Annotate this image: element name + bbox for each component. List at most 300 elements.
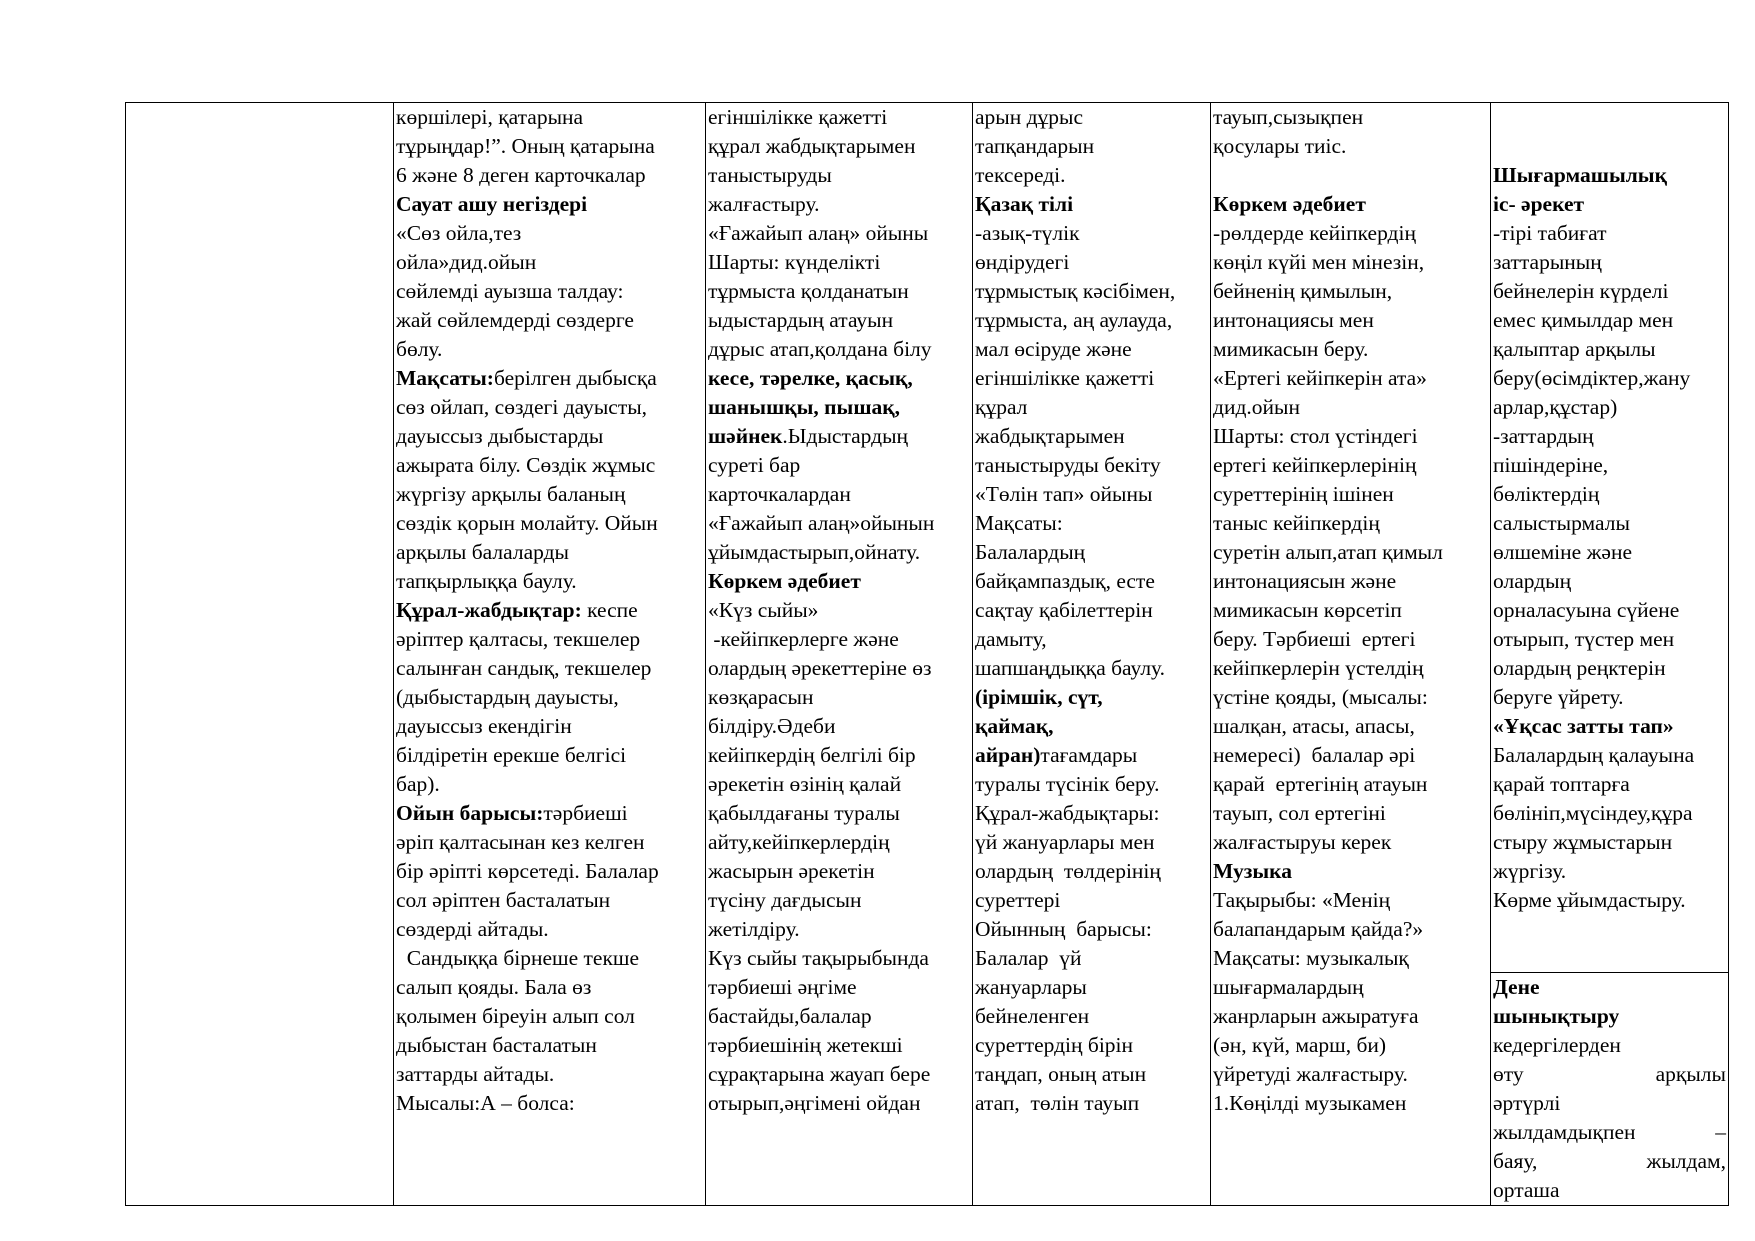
line-text: ыдыстардың атауын [708,308,894,332]
text-line [708,161,970,190]
text-line [708,712,970,741]
line-text: жабдықтарымен [975,424,1125,448]
line-text: -тірі табиғат [1493,221,1607,245]
text-line [708,1089,970,1118]
text-line [1493,1002,1726,1031]
text-line [975,683,1208,712]
line-text: ажырата білу. Сөздік жұмыс [396,453,656,477]
line-text: бөлу. [396,337,443,361]
text-line [975,1060,1208,1089]
text-line [975,596,1208,625]
text-line [708,567,970,596]
text-line [975,132,1208,161]
text-line [975,1002,1208,1031]
text-line [708,451,970,480]
text-line [396,393,703,422]
text-line [1493,857,1726,886]
text-line [396,277,703,306]
text-line [1213,248,1488,277]
line-text: дауыссыз дыбыстарды [396,424,604,448]
text-line [396,625,703,654]
text-line [1213,132,1488,161]
line-text: дауыссыз екендігін [396,714,572,738]
text-line [396,306,703,335]
text-line [1493,277,1726,306]
line-text: таныстыруды бекіту [975,453,1161,477]
line-text: -азық-түлік [975,221,1080,245]
text-line [975,915,1208,944]
text-line [975,770,1208,799]
text-line [1213,799,1488,828]
line-text: (ән, күй, марш, би) [1213,1033,1387,1057]
bold-text: іс- әрекет [1493,192,1585,216]
line-text: «Ғажайып алаң» ойыны [708,221,929,245]
line-text: арын дұрыс [975,105,1084,129]
text-line [975,306,1208,335]
line-text: тағамдары [1040,743,1138,767]
text-line [1493,248,1726,277]
line-text: тапқырлыққа баулу. [396,569,577,593]
text-line [1493,1118,1726,1147]
bold-text: шынықтыру [1493,1004,1620,1028]
line-text: .Ыдыстардың [782,424,909,448]
line-text: егіншілікке қажетті [708,105,888,129]
line-text: жетілдіру. [708,917,800,941]
text-line [396,509,703,538]
text-line [975,335,1208,364]
text-line [975,364,1208,393]
line-text: -рөлдерде кейіпкердің [1213,221,1416,245]
text-line [708,828,970,857]
text-line [708,393,970,422]
text-line [1493,625,1726,654]
text-line [1213,741,1488,770]
line-text: тәрбиеші әңгіме [708,975,857,999]
line-text: жалғастыру. [708,192,820,216]
text-line [708,741,970,770]
line-text: үй жануарлары мен [975,830,1155,854]
line-text: құрал жабдықтарымен [708,134,916,158]
line-text: Күз сыйы тақырыбында [708,946,929,970]
text-line [1213,567,1488,596]
text-line [396,799,703,828]
line-text: шығармалардың [1213,975,1364,999]
line-text: бейненің қимылын, [1213,279,1393,303]
line-text: әріп қалтасынан кез келген [396,830,645,854]
line-text: мал өсіруде және [975,337,1132,361]
text-line [1493,335,1726,364]
text-line [396,538,703,567]
cell-col4 [973,103,1211,1206]
line-text: «Сөз ойла,тез [396,221,522,245]
text-line [396,451,703,480]
line-text: «Ғажайып алаң»ойынын [708,511,935,535]
text-line [1213,277,1488,306]
text-line [396,944,703,973]
line-text: сөз ойлап, сөздегі дауысты, [396,395,648,419]
line-text: суреттері [975,888,1061,912]
line-text: тұрмыста, аң аулауда, [975,308,1173,332]
text-line [975,886,1208,915]
text-line [708,944,970,973]
line-text: қолымен біреуін алып сол [396,1004,635,1028]
text-line [1213,654,1488,683]
text-line [396,1002,703,1031]
text-line [1213,944,1488,973]
line-text: әрекетін өзінің қалай [708,772,902,796]
line-text: жасырын әрекетін [708,859,875,883]
line-text: Көрме ұйымдастыру. [1493,888,1686,912]
text-line [1493,1060,1726,1089]
line-text: ұйымдастырып,ойнату. [708,540,921,564]
text-line [708,799,970,828]
text-line [396,712,703,741]
line-text: жай сөйлемдерді сөздерге [396,308,634,332]
bold-text: «Ұқсас затты тап» [1493,714,1674,738]
text-line [1493,683,1726,712]
line-text: үстіне қояды, (мысалы: [1213,685,1428,709]
text-line [1213,886,1488,915]
text-line [708,277,970,306]
line-text: карточкалардан [708,482,851,506]
text-line [708,190,970,219]
text-line [1493,509,1726,538]
text-line [975,451,1208,480]
line-text [1493,134,1498,158]
text-line [396,364,703,393]
line-text: беруге үйрету. [1493,685,1624,709]
line-text: 1.Көңілді музыкамен [1213,1091,1407,1115]
text-line [975,828,1208,857]
line-text: тұрмыстық кәсібімен, [975,279,1176,303]
table-row [126,103,1729,1206]
text-line [396,190,703,219]
plan-table [125,102,1729,1206]
line-text: байқампаздық, есте [975,569,1155,593]
text-line [1493,828,1726,857]
line-text: сақтау қабілеттерін [975,598,1153,622]
text-line [708,335,970,364]
text-line [396,596,703,625]
line-text: Балалар үй [975,946,1082,970]
text-line [1213,509,1488,538]
line-text: бір әріпті көрсетеді. Балалар [396,859,659,883]
bold-text: Ойын барысы: [396,801,544,825]
line-text: олардың әрекеттеріне өз [708,656,932,680]
text-line [396,1089,703,1118]
line-text: қарай ертегінің атауын [1213,772,1428,796]
text-line [708,654,970,683]
line-text: қабылдағаны туралы [708,801,900,825]
bold-text: шанышқы, пышақ, [708,395,900,419]
text-line [708,103,970,132]
text-line [1213,1002,1488,1031]
line-text: тауып, сол ертегіні [1213,801,1386,825]
line-text [1213,163,1218,187]
line-text: -кейіпкерлерге және [708,627,899,651]
line-text: түсіну дағдысын [708,888,862,912]
line-text: заттарды айтады. [396,1062,555,1086]
line-text: өлшеміне және [1493,540,1633,564]
line-text: отырып, түстер мен [1493,627,1675,651]
line-text: қалыптар арқылы [1493,337,1656,361]
line-text: жануарлары [975,975,1087,999]
text-line [975,973,1208,1002]
line-text: отырып,әңгімені ойдан [708,1091,921,1115]
text-line [975,1089,1208,1118]
line-text: дыбыстан басталатын [396,1033,597,1057]
line-text: Құрал-жабдықтары: [975,801,1160,825]
text-line [1213,712,1488,741]
line-text: өту арқылы [1493,1062,1726,1086]
cell-col6 [1491,103,1729,1206]
text-line [1213,1031,1488,1060]
line-text: сөйлемді ауызша талдау: [396,279,624,303]
bold-text: Сауат ашу негіздері [396,192,588,216]
line-text: баяу, жылдам, [1493,1149,1726,1173]
text-line [1493,886,1726,915]
text-line [1493,538,1726,567]
text-line [708,306,970,335]
text-line [1493,219,1726,248]
line-text: құрал [975,395,1028,419]
text-line [1493,1147,1726,1176]
line-text: шапшаңдыққа баулу. [975,656,1166,680]
line-text: беру(өсімдіктер,жану [1493,366,1691,390]
text-line [708,364,970,393]
text-line [1213,538,1488,567]
text-line [975,1031,1208,1060]
text-line [1493,161,1726,190]
text-line [396,654,703,683]
line-text: бөліктердің [1493,482,1600,506]
line-text: арқылы балаларды [396,540,569,564]
text-line [1213,770,1488,799]
text-line [708,596,970,625]
text-line [396,973,703,1002]
line-text: егіншілікке қажетті [975,366,1155,390]
text-line [1213,1060,1488,1089]
line-text: Шарты: күнделікті [708,250,881,274]
text-line [708,509,970,538]
line-text: Шарты: стол үстіндегі [1213,424,1418,448]
line-text: заттарының [1493,250,1602,274]
text-line [1213,857,1488,886]
text-line [1493,190,1726,219]
text-line [1493,1031,1726,1060]
bold-text: шәйнек [708,424,783,448]
text-line [975,538,1208,567]
text-line [708,480,970,509]
line-text: таңдап, оның атын [975,1062,1147,1086]
text-line [975,248,1208,277]
line-text [1493,105,1498,129]
text-line [396,132,703,161]
text-line [1493,799,1726,828]
line-text: таныс кейіпкердің [1213,511,1380,535]
text-line [975,277,1208,306]
text-line [708,538,970,567]
text-line [396,248,703,277]
text-line [975,799,1208,828]
text-line [1213,364,1488,393]
text-line [975,741,1208,770]
text-line [1493,422,1726,451]
text-line [1213,335,1488,364]
line-text: балапандарым қайда?» [1213,917,1424,941]
line-text: дид.ойын [1213,395,1300,419]
line-text: -заттардың [1493,424,1594,448]
text-line [1493,596,1726,625]
bold-text: Музыка [1213,859,1292,883]
text-line [1493,770,1726,799]
text-line [396,915,703,944]
bold-text: Құрал-жабдықтар: [396,598,582,622]
line-text: Сандыққа бірнеше текше [396,946,639,970]
text-line [1213,190,1488,219]
line-text: кейіпкерлерін үстелдің [1213,656,1424,680]
text-line [396,1060,703,1089]
line-text: салыстырмалы [1493,511,1630,535]
line-text: білдіретін ерекше белгісі [396,743,627,767]
text-line [396,567,703,596]
text-line [975,944,1208,973]
text-line [1213,828,1488,857]
line-text: ойла»дид.ойын [396,250,537,274]
text-line [1493,364,1726,393]
line-text: олардың реңктерін [1493,656,1666,680]
line-text: «Күз сыйы» [708,598,819,622]
line-text: Ойынның барысы: [975,917,1152,941]
line-text: Балалардың [975,540,1086,564]
line-text: суретін алып,атап қимыл [1213,540,1443,564]
line-text: бастайды,балалар [708,1004,872,1028]
line-text: жанрларын ажыратуға [1213,1004,1419,1028]
text-line [1493,567,1726,596]
text-line [708,1060,970,1089]
line-text: стыру жұмыстарын [1493,830,1673,854]
line-text: арлар,құстар) [1493,395,1618,419]
text-line [708,248,970,277]
line-text: 6 және 8 деген карточкалар [396,163,646,187]
line-text: «Ертегі кейіпкерін ата» [1213,366,1427,390]
line-text: бейнеленген [975,1004,1090,1028]
text-line [1493,1089,1726,1118]
line-text: бөлініп,мүсіндеу,құра [1493,801,1693,825]
line-text: Мақсаты: [975,511,1063,535]
line-text: беру. Тәрбиеші ертегі [1213,627,1416,651]
line-text: қарай топтарға [1493,772,1630,796]
text-line [1493,393,1726,422]
text-line [1493,712,1726,741]
line-text: салып қояды. Бала өз [396,975,592,999]
text-line [396,1031,703,1060]
cell-col6-creative [1491,103,1728,973]
text-line [1493,654,1726,683]
line-text: олардың төлдерінің [975,859,1161,883]
text-line [708,973,970,1002]
line-text: әріптер қалтасы, текшелер [396,627,641,651]
text-line [396,741,703,770]
bold-text: Көркем әдебиет [1213,192,1366,216]
text-line [396,828,703,857]
text-line [1213,422,1488,451]
line-text: өндірудегі [975,250,1070,274]
text-line [975,161,1208,190]
line-text: пішіндеріне, [1493,453,1609,477]
line-text: немересі) балалар әрі [1213,743,1416,767]
text-line [396,335,703,364]
text-line [708,770,970,799]
text-line [1493,1176,1726,1205]
text-line [1213,306,1488,335]
text-line [396,219,703,248]
line-text: олардың [1493,569,1572,593]
text-line [1493,306,1726,335]
line-text: сұрақтарына жауап бере [708,1062,931,1086]
bold-text: Қазақ тілі [975,192,1074,216]
text-line [1213,451,1488,480]
line-text: жүргізу арқылы баланың [396,482,626,506]
text-line [708,857,970,886]
line-text: сөздерді айтады. [396,917,549,941]
line-text: айту,кейіпкерлердің [708,830,890,854]
text-line [1493,132,1726,161]
bold-text: Көркем әдебиет [708,569,861,593]
text-line [1493,741,1726,770]
line-text: Тақырыбы: «Менің [1213,888,1391,912]
text-line [708,886,970,915]
text-line [975,393,1208,422]
text-line [1213,596,1488,625]
line-text: мимикасын көрсетіп [1213,598,1402,622]
line-text: емес қимылдар мен [1493,308,1674,332]
text-line [708,683,970,712]
text-line [1213,161,1488,190]
line-text: Мысалы:А – болса: [396,1091,575,1115]
text-line [708,219,970,248]
line-text: жүргізу. [1493,859,1567,883]
text-line [1213,915,1488,944]
text-line [1213,973,1488,1002]
line-text: кейіпкердің белгілі бір [708,743,916,767]
line-text: суреттерінің ішінен [1213,482,1394,506]
line-text: жылдамдықпен – [1493,1120,1726,1144]
bold-text: қаймақ, [975,714,1054,738]
line-text: кеспе [581,598,638,622]
text-line [975,422,1208,451]
line-text: «Төлін тап» ойыны [975,482,1153,506]
text-line [396,161,703,190]
cell-col2 [394,103,706,1206]
line-text: тауып,сызықпен [1213,105,1364,129]
text-line [1213,683,1488,712]
line-text: салынған сандық, текшелер [396,656,652,680]
text-line [975,219,1208,248]
bold-text: Дене [1493,975,1540,999]
line-text: кедергілерден [1493,1033,1621,1057]
line-text: тексереді. [975,163,1066,187]
cell-col6-pe [1491,973,1728,1205]
text-line [1493,103,1726,132]
line-text: дұрыс атап,қолдана білу [708,337,932,361]
line-text: Балалардың қалауына [1493,743,1695,767]
text-line [396,103,703,132]
bold-text: айран) [975,743,1041,767]
cell-col3 [706,103,973,1206]
text-line [975,654,1208,683]
line-text: таныстыруды [708,163,832,187]
